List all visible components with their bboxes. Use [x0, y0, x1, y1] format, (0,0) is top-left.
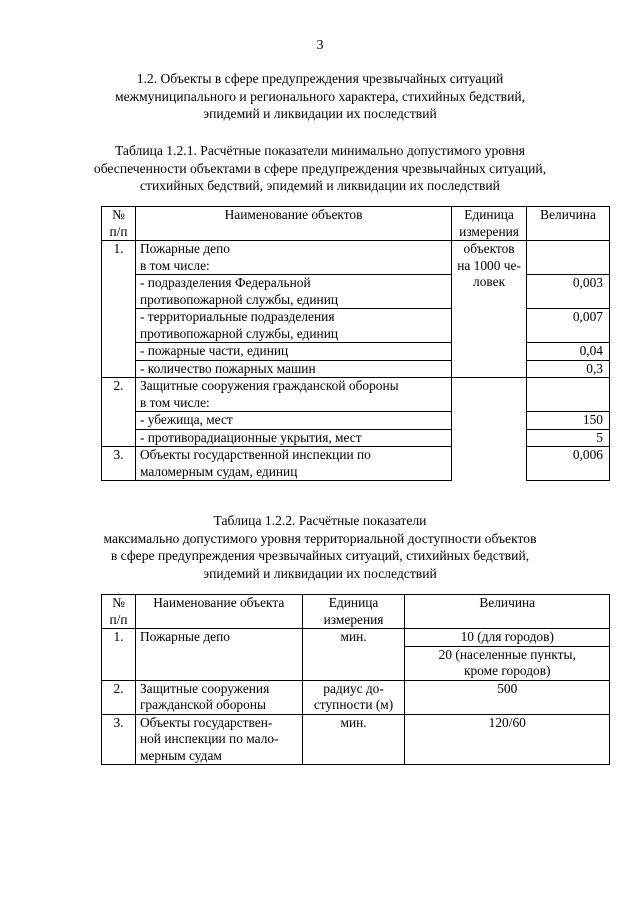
- row-num: 2.: [102, 680, 136, 714]
- table1: [101, 206, 610, 481]
- row-num: 1.: [102, 629, 136, 681]
- header-num: № п/п: [102, 207, 136, 241]
- header-value: Величина: [405, 595, 610, 629]
- row-unit: мин.: [302, 714, 405, 765]
- row-unit-empty: [452, 378, 527, 481]
- row-unit: объектов на 1000 че- ловек: [452, 241, 527, 378]
- row-value: 10 (для городов): [405, 629, 610, 647]
- row-value: 0,003: [527, 275, 610, 309]
- table2: [101, 594, 610, 765]
- header-unit: Единица измерения: [452, 207, 527, 241]
- row-value: 0,04: [527, 343, 610, 361]
- row-name: Защитные сооружения гражданской обороны в том числе:: [135, 378, 451, 412]
- row-value: 120/60: [405, 714, 610, 765]
- table-header-row: [102, 207, 610, 241]
- table-row: [102, 378, 610, 412]
- row-num: 2.: [102, 378, 136, 447]
- row-unit: радиус до- ступности (м): [302, 680, 405, 714]
- header-name: Наименование объектов: [135, 207, 451, 241]
- row-num: 3.: [102, 714, 136, 765]
- row-num: 1.: [102, 241, 136, 378]
- table-row: [102, 429, 610, 447]
- row-value: 20 (населенные пункты, кроме городов): [405, 646, 610, 680]
- header-unit: Единица измерения: [302, 595, 405, 629]
- table-row: [102, 412, 610, 430]
- row-value: [527, 378, 610, 412]
- row-name: - противорадиационные укрытия, мест: [135, 429, 451, 447]
- table-row: [102, 275, 610, 309]
- table1-caption: Таблица 1.2.1. Расчётные показатели минимально допустимого уровня обеспеченности объектами в сфере предупреждения чрезвычайных ситуаций, стихийных бедствий, эпидемий и ликвидации их последствий: [93, 143, 547, 193]
- row-value: 150: [527, 412, 610, 430]
- row-num: 3.: [102, 447, 136, 481]
- header-value: Величина: [527, 207, 610, 241]
- table-row: [102, 241, 610, 275]
- row-name: Объекты государствен- ной инспекции по мало- мерным судам: [135, 714, 302, 765]
- table-row: [102, 629, 610, 647]
- row-name: - убежища, мест: [135, 412, 451, 430]
- row-name: Пожарные депо в том числе:: [135, 241, 451, 275]
- table-row: [102, 680, 610, 714]
- row-value: 0,3: [527, 360, 610, 378]
- row-name: Пожарные депо: [135, 629, 302, 681]
- row-unit: мин.: [302, 629, 405, 681]
- row-name: - пожарные части, единиц: [135, 343, 451, 361]
- table2-caption: Таблица 1.2.2. Расчётные показатели максимально допустимого уровня территориальной доступности объектов в сфере предупреждения чрезвычайных ситуаций, стихийных бедствий, эпидемий и ликвидации их последствий: [103, 513, 537, 581]
- row-name: Защитные сооружения гражданской обороны: [135, 680, 302, 714]
- row-name: - количество пожарных машин: [135, 360, 451, 378]
- table-row: [102, 714, 610, 765]
- header-name: Наименование объекта: [135, 595, 302, 629]
- row-name: - подразделения Федеральной противопожарной службы, единиц: [135, 275, 451, 309]
- table-row: [102, 309, 610, 343]
- table-row: [102, 360, 610, 378]
- row-name: Объекты государственной инспекции по маломерным судам, единиц: [135, 447, 451, 481]
- section-heading: 1.2. Объекты в сфере предупреждения чрезвычайных ситуаций межмуниципального и регионального характера, стихийных бедствий, эпидемий и ликвидации их последствий: [114, 71, 526, 121]
- table-row: [102, 447, 610, 481]
- table-row: [102, 343, 610, 361]
- row-value: 0,006: [527, 447, 610, 481]
- row-value: [527, 241, 610, 275]
- row-name: - территориальные подразделения противопожарной службы, единиц: [135, 309, 451, 343]
- page-number: 3: [316, 38, 324, 53]
- row-value: 0,007: [527, 309, 610, 343]
- row-value: 500: [405, 680, 610, 714]
- table-header-row: [102, 595, 610, 629]
- header-num: № п/п: [102, 595, 136, 629]
- row-value: 5: [527, 429, 610, 447]
